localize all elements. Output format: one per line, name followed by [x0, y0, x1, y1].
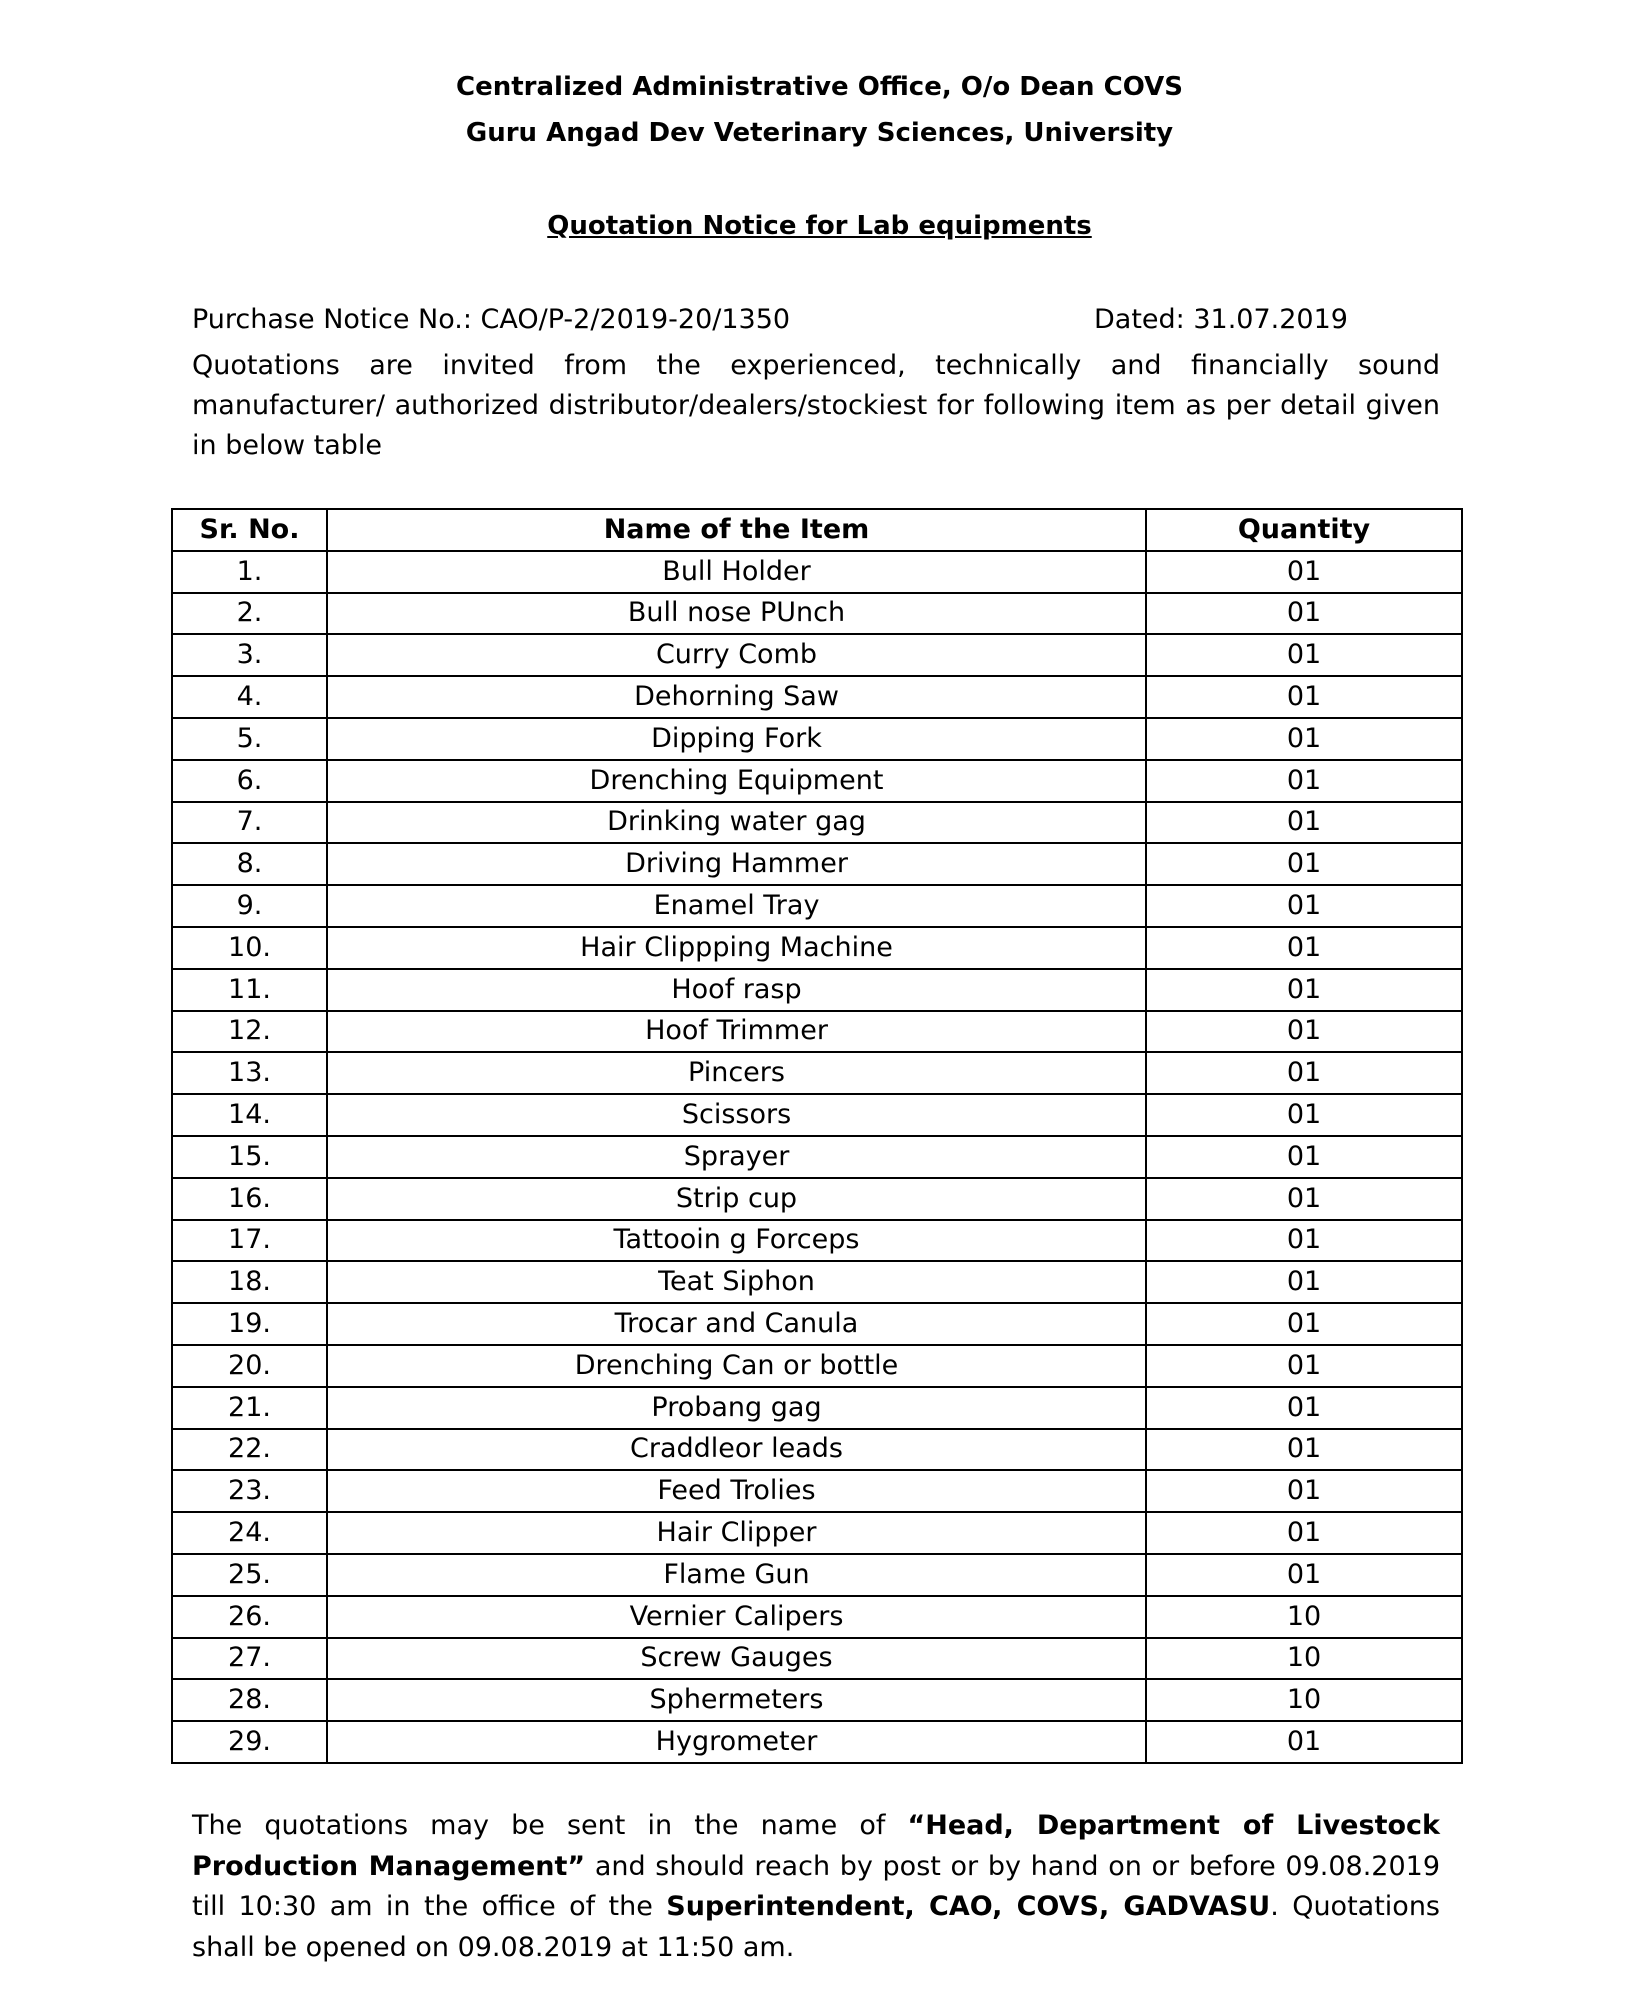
table-row — [172, 593, 1462, 635]
table-row — [172, 1429, 1462, 1471]
item-name: Sprayer — [327, 1136, 1146, 1178]
item-quantity: 01 — [1146, 969, 1462, 1011]
item-quantity: 01 — [1146, 593, 1462, 635]
item-name: Screw Gauges — [327, 1638, 1146, 1680]
item-quantity: 01 — [1146, 1220, 1462, 1262]
table-row — [172, 1345, 1462, 1387]
item-quantity: 01 — [1146, 1303, 1462, 1345]
item-name: Hair Clippping Machine — [327, 927, 1146, 969]
item-quantity: 01 — [1146, 802, 1462, 844]
item-quantity: 01 — [1146, 1011, 1462, 1053]
item-name: Teat Siphon — [327, 1261, 1146, 1303]
item-name: Bull Holder — [327, 551, 1146, 593]
item-name: Craddleor leads — [327, 1429, 1146, 1471]
item-sr-no: 12. — [172, 1011, 327, 1053]
item-quantity: 01 — [1146, 1136, 1462, 1178]
item-quantity: 01 — [1146, 1429, 1462, 1471]
notice-title: Quotation Notice for Lab equipments — [547, 211, 1092, 241]
item-quantity: 01 — [1146, 927, 1462, 969]
item-quantity: 10 — [1146, 1638, 1462, 1680]
item-sr-no: 1. — [172, 551, 327, 593]
item-sr-no: 13. — [172, 1052, 327, 1094]
footer-text-1: The quotations may be sent in the name of — [192, 1810, 908, 1841]
item-sr-no: 15. — [172, 1136, 327, 1178]
item-quantity: 01 — [1146, 1178, 1462, 1220]
item-sr-no: 17. — [172, 1220, 327, 1262]
table-row — [172, 1679, 1462, 1721]
item-quantity: 01 — [1146, 1094, 1462, 1136]
table-row — [172, 1220, 1462, 1262]
item-sr-no: 27. — [172, 1638, 327, 1680]
item-quantity: 01 — [1146, 676, 1462, 718]
item-sr-no: 8. — [172, 843, 327, 885]
table-row — [172, 676, 1462, 718]
item-sr-no: 10. — [172, 927, 327, 969]
item-sr-no: 21. — [172, 1387, 327, 1429]
item-name: Drinking water gag — [327, 802, 1146, 844]
purchase-notice-number: Purchase Notice No.: CAO/P-2/2019-20/1350 — [192, 304, 791, 335]
item-name: Drenching Can or bottle — [327, 1345, 1146, 1387]
item-sr-no: 18. — [172, 1261, 327, 1303]
table-row — [172, 1303, 1462, 1345]
item-name: Dipping Fork — [327, 718, 1146, 760]
table-header-row — [172, 509, 1462, 551]
item-sr-no: 4. — [172, 676, 327, 718]
item-quantity: 01 — [1146, 1345, 1462, 1387]
intro-paragraph: Quotations are invited from the experienced, technically and financially sound manufacturer/ authorized distributor/dealers/stockiest for following item as per detail given in below table — [192, 350, 1440, 461]
item-name: Flame Gun — [327, 1554, 1146, 1596]
table-row — [172, 551, 1462, 593]
item-quantity: 01 — [1146, 885, 1462, 927]
table-row — [172, 634, 1462, 676]
item-name: Hair Clipper — [327, 1512, 1146, 1554]
item-sr-no: 26. — [172, 1596, 327, 1638]
footer-text-3: . Quotations shall be opened on 09.08.2019 at 11:50 am. — [192, 1891, 1440, 1963]
item-sr-no: 5. — [172, 718, 327, 760]
item-name: Scissors — [327, 1094, 1146, 1136]
footer-paragraph — [192, 1806, 1440, 1968]
table-row — [172, 927, 1462, 969]
university-name: Guru Angad Dev Veterinary Sciences, University — [465, 118, 1174, 148]
item-name: Driving Hammer — [327, 843, 1146, 885]
item-sr-no: 19. — [172, 1303, 327, 1345]
item-name: Hygrometer — [327, 1721, 1146, 1763]
header-quantity: Quantity — [1146, 509, 1462, 551]
table-row — [172, 1052, 1462, 1094]
item-quantity: 10 — [1146, 1679, 1462, 1721]
table-row — [172, 1261, 1462, 1303]
item-name: Vernier Calipers — [327, 1596, 1146, 1638]
item-quantity: 01 — [1146, 718, 1462, 760]
table-row — [172, 1011, 1462, 1053]
item-sr-no: 6. — [172, 760, 327, 802]
item-sr-no: 11. — [172, 969, 327, 1011]
item-name: Dehorning Saw — [327, 676, 1146, 718]
footer-addressee: “Head, Department of Livestock Production Management” — [192, 1810, 1440, 1882]
item-quantity: 01 — [1146, 843, 1462, 885]
item-name: Trocar and Canula — [327, 1303, 1146, 1345]
item-quantity: 10 — [1146, 1596, 1462, 1638]
item-quantity: 01 — [1146, 760, 1462, 802]
footer-office: Superintendent, CAO, COVS, GADVASU — [666, 1891, 1271, 1922]
item-quantity: 01 — [1146, 551, 1462, 593]
item-quantity: 01 — [1146, 1554, 1462, 1596]
item-name: Probang gag — [327, 1387, 1146, 1429]
items-table — [171, 508, 1463, 1764]
item-sr-no: 14. — [172, 1094, 327, 1136]
table-row — [172, 843, 1462, 885]
item-quantity: 01 — [1146, 1470, 1462, 1512]
table-row — [172, 969, 1462, 1011]
item-quantity: 01 — [1146, 634, 1462, 676]
item-name: Tattooin g Forceps — [327, 1220, 1146, 1262]
item-sr-no: 22. — [172, 1429, 327, 1471]
table-row — [172, 1554, 1462, 1596]
item-name: Sphermeters — [327, 1679, 1146, 1721]
item-sr-no: 3. — [172, 634, 327, 676]
item-quantity: 01 — [1146, 1512, 1462, 1554]
item-sr-no: 25. — [172, 1554, 327, 1596]
table-row — [172, 1094, 1462, 1136]
item-name: Hoof rasp — [327, 969, 1146, 1011]
item-sr-no: 29. — [172, 1721, 327, 1763]
item-name: Curry Comb — [327, 634, 1146, 676]
office-name: Centralized Administrative Office, O/o Dean COVS — [456, 72, 1183, 102]
notice-date: Dated: 31.07.2019 — [1094, 304, 1348, 335]
item-sr-no: 24. — [172, 1512, 327, 1554]
header-sr-no: Sr. No. — [172, 509, 327, 551]
item-quantity: 01 — [1146, 1387, 1462, 1429]
item-name: Enamel Tray — [327, 885, 1146, 927]
item-sr-no: 9. — [172, 885, 327, 927]
item-sr-no: 7. — [172, 802, 327, 844]
table-row — [172, 718, 1462, 760]
table-row — [172, 1721, 1462, 1763]
table-row — [172, 1512, 1462, 1554]
item-name: Drenching Equipment — [327, 760, 1146, 802]
table-row — [172, 1596, 1462, 1638]
item-sr-no: 2. — [172, 593, 327, 635]
item-name: Strip cup — [327, 1178, 1146, 1220]
item-quantity: 01 — [1146, 1052, 1462, 1094]
table-row — [172, 760, 1462, 802]
footer-text-2: and should reach by post or by hand on or before 09.08.2019 till 10:30 am in the office of the — [192, 1850, 1441, 1922]
table-row — [172, 1638, 1462, 1680]
item-name: Pincers — [327, 1052, 1146, 1094]
table-row — [172, 1136, 1462, 1178]
table-row — [172, 1178, 1462, 1220]
item-name: Feed Trolies — [327, 1470, 1146, 1512]
table-row — [172, 885, 1462, 927]
table-row — [172, 802, 1462, 844]
header-item-name: Name of the Item — [327, 509, 1146, 551]
table-row — [172, 1387, 1462, 1429]
item-name: Bull nose PUnch — [327, 593, 1146, 635]
item-sr-no: 28. — [172, 1679, 327, 1721]
item-sr-no: 16. — [172, 1178, 327, 1220]
item-sr-no: 20. — [172, 1345, 327, 1387]
item-quantity: 01 — [1146, 1721, 1462, 1763]
table-row — [172, 1470, 1462, 1512]
item-sr-no: 23. — [172, 1470, 327, 1512]
item-name: Hoof Trimmer — [327, 1011, 1146, 1053]
item-quantity: 01 — [1146, 1261, 1462, 1303]
items-table-body — [172, 551, 1462, 1763]
